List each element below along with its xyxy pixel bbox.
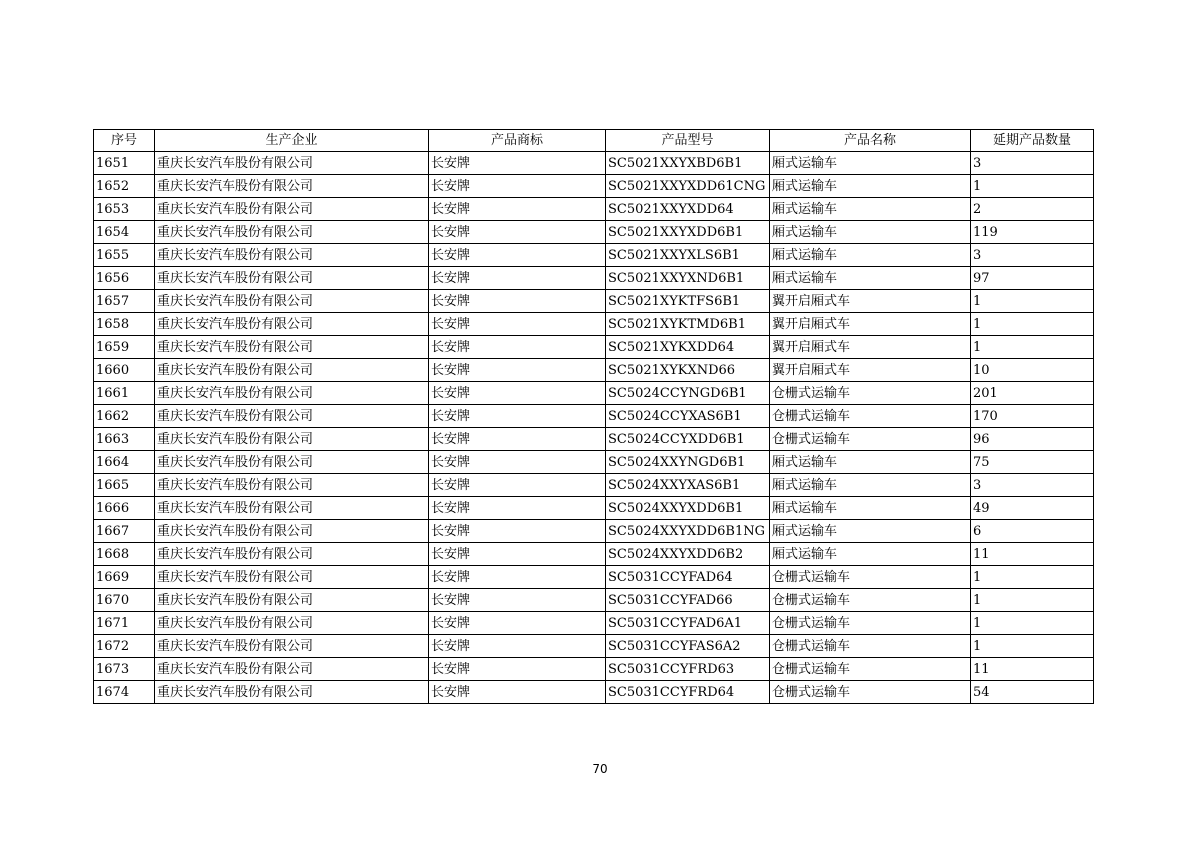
cell-extension-quantity: 1: [971, 566, 1094, 589]
table-row: [94, 474, 1094, 497]
cell-model: SC5031CCYFAD66: [606, 589, 770, 612]
cell-serial-number: 1665: [94, 474, 155, 497]
cell-product-name: 厢式运输车: [770, 474, 971, 497]
table-body: [94, 152, 1094, 704]
cell-extension-quantity: 1: [971, 589, 1094, 612]
cell-product-name: 厢式运输车: [770, 451, 971, 474]
cell-model: SC5024XXYXAS6B1: [606, 474, 770, 497]
table-row: [94, 244, 1094, 267]
cell-serial-number: 1660: [94, 359, 155, 382]
table-row: [94, 589, 1094, 612]
cell-trademark: 长安牌: [429, 566, 606, 589]
cell-product-name: 厢式运输车: [770, 497, 971, 520]
cell-serial-number: 1669: [94, 566, 155, 589]
table-row: [94, 359, 1094, 382]
cell-product-name: 仓栅式运输车: [770, 382, 971, 405]
cell-serial-number: 1654: [94, 221, 155, 244]
cell-serial-number: 1674: [94, 681, 155, 704]
cell-product-name: 厢式运输车: [770, 221, 971, 244]
cell-trademark: 长安牌: [429, 589, 606, 612]
cell-trademark: 长安牌: [429, 267, 606, 290]
table-row: [94, 658, 1094, 681]
cell-model: SC5024CCYXDD6B1: [606, 428, 770, 451]
cell-trademark: 长安牌: [429, 198, 606, 221]
table-row: [94, 681, 1094, 704]
cell-manufacturer: 重庆长安汽车股份有限公司: [155, 221, 429, 244]
cell-model: SC5031CCYFAD64: [606, 566, 770, 589]
product-extension-table: [93, 129, 1094, 704]
cell-extension-quantity: 97: [971, 267, 1094, 290]
cell-serial-number: 1652: [94, 175, 155, 198]
header-manufacturer: 生产企业: [155, 130, 429, 152]
table-header-row: [94, 130, 1094, 152]
table-row: [94, 428, 1094, 451]
cell-trademark: 长安牌: [429, 635, 606, 658]
cell-manufacturer: 重庆长安汽车股份有限公司: [155, 497, 429, 520]
table-row: [94, 267, 1094, 290]
cell-manufacturer: 重庆长安汽车股份有限公司: [155, 267, 429, 290]
page-number: 70: [592, 762, 608, 776]
cell-product-name: 厢式运输车: [770, 267, 971, 290]
cell-manufacturer: 重庆长安汽车股份有限公司: [155, 451, 429, 474]
cell-serial-number: 1664: [94, 451, 155, 474]
table-row: [94, 198, 1094, 221]
cell-manufacturer: 重庆长安汽车股份有限公司: [155, 566, 429, 589]
cell-trademark: 长安牌: [429, 451, 606, 474]
cell-trademark: 长安牌: [429, 359, 606, 382]
cell-extension-quantity: 201: [971, 382, 1094, 405]
cell-trademark: 长安牌: [429, 520, 606, 543]
cell-serial-number: 1659: [94, 336, 155, 359]
cell-manufacturer: 重庆长安汽车股份有限公司: [155, 543, 429, 566]
cell-extension-quantity: 170: [971, 405, 1094, 428]
table-row: [94, 175, 1094, 198]
table-row: [94, 221, 1094, 244]
cell-manufacturer: 重庆长安汽车股份有限公司: [155, 313, 429, 336]
cell-manufacturer: 重庆长安汽车股份有限公司: [155, 635, 429, 658]
cell-trademark: 长安牌: [429, 658, 606, 681]
table-row: [94, 520, 1094, 543]
cell-product-name: 仓栅式运输车: [770, 428, 971, 451]
table-row: [94, 290, 1094, 313]
cell-manufacturer: 重庆长安汽车股份有限公司: [155, 336, 429, 359]
cell-model: SC5021XYKTFS6B1: [606, 290, 770, 313]
cell-model: SC5031CCYFAS6A2: [606, 635, 770, 658]
cell-manufacturer: 重庆长安汽车股份有限公司: [155, 198, 429, 221]
cell-extension-quantity: 3: [971, 244, 1094, 267]
cell-trademark: 长安牌: [429, 405, 606, 428]
table-row: [94, 152, 1094, 175]
table-row: [94, 313, 1094, 336]
cell-product-name: 翼开启厢式车: [770, 359, 971, 382]
cell-manufacturer: 重庆长安汽车股份有限公司: [155, 244, 429, 267]
cell-serial-number: 1655: [94, 244, 155, 267]
cell-model: SC5021XYKXND66: [606, 359, 770, 382]
cell-manufacturer: 重庆长安汽车股份有限公司: [155, 359, 429, 382]
header-extension-quantity: 延期产品数量: [971, 130, 1094, 152]
cell-manufacturer: 重庆长安汽车股份有限公司: [155, 589, 429, 612]
cell-trademark: 长安牌: [429, 244, 606, 267]
table-row: [94, 382, 1094, 405]
cell-extension-quantity: 119: [971, 221, 1094, 244]
cell-product-name: 厢式运输车: [770, 520, 971, 543]
cell-extension-quantity: 2: [971, 198, 1094, 221]
cell-extension-quantity: 10: [971, 359, 1094, 382]
cell-serial-number: 1670: [94, 589, 155, 612]
cell-trademark: 长安牌: [429, 175, 606, 198]
cell-model: SC5021XXYXND6B1: [606, 267, 770, 290]
cell-serial-number: 1657: [94, 290, 155, 313]
cell-serial-number: 1656: [94, 267, 155, 290]
cell-model: SC5024CCYXAS6B1: [606, 405, 770, 428]
cell-product-name: 仓栅式运输车: [770, 405, 971, 428]
cell-serial-number: 1663: [94, 428, 155, 451]
cell-product-name: 翼开启厢式车: [770, 313, 971, 336]
cell-model: SC5031CCYFAD6A1: [606, 612, 770, 635]
cell-manufacturer: 重庆长安汽车股份有限公司: [155, 658, 429, 681]
cell-product-name: 翼开启厢式车: [770, 290, 971, 313]
cell-manufacturer: 重庆长安汽车股份有限公司: [155, 612, 429, 635]
cell-model: SC5021XXYXDD6B1: [606, 221, 770, 244]
cell-model: SC5024XXYXDD6B1: [606, 497, 770, 520]
cell-model: SC5021XXYXLS6B1: [606, 244, 770, 267]
cell-extension-quantity: 11: [971, 543, 1094, 566]
table-row: [94, 336, 1094, 359]
cell-serial-number: 1662: [94, 405, 155, 428]
cell-product-name: 厢式运输车: [770, 244, 971, 267]
cell-serial-number: 1651: [94, 152, 155, 175]
cell-product-name: 仓栅式运输车: [770, 566, 971, 589]
cell-model: SC5021XXYXDD61CNG: [606, 175, 770, 198]
cell-product-name: 翼开启厢式车: [770, 336, 971, 359]
cell-trademark: 长安牌: [429, 612, 606, 635]
header-serial-number: 序号: [94, 130, 155, 152]
cell-model: SC5024XXYNGD6B1: [606, 451, 770, 474]
cell-serial-number: 1668: [94, 543, 155, 566]
cell-serial-number: 1666: [94, 497, 155, 520]
cell-manufacturer: 重庆长安汽车股份有限公司: [155, 520, 429, 543]
cell-trademark: 长安牌: [429, 152, 606, 175]
cell-product-name: 厢式运输车: [770, 198, 971, 221]
cell-trademark: 长安牌: [429, 313, 606, 336]
cell-serial-number: 1671: [94, 612, 155, 635]
cell-serial-number: 1672: [94, 635, 155, 658]
table-row: [94, 451, 1094, 474]
cell-trademark: 长安牌: [429, 382, 606, 405]
cell-extension-quantity: 1: [971, 175, 1094, 198]
cell-product-name: 仓栅式运输车: [770, 681, 971, 704]
header-trademark: 产品商标: [429, 130, 606, 152]
cell-extension-quantity: 1: [971, 290, 1094, 313]
cell-model: SC5024CCYNGD6B1: [606, 382, 770, 405]
cell-model: SC5024XXYXDD6B2: [606, 543, 770, 566]
header-model: 产品型号: [606, 130, 770, 152]
cell-manufacturer: 重庆长安汽车股份有限公司: [155, 382, 429, 405]
cell-model: SC5031CCYFRD63: [606, 658, 770, 681]
cell-model: SC5031CCYFRD64: [606, 681, 770, 704]
cell-product-name: 厢式运输车: [770, 175, 971, 198]
cell-serial-number: 1661: [94, 382, 155, 405]
cell-model: SC5024XXYXDD6B1NG: [606, 520, 770, 543]
table-row: [94, 635, 1094, 658]
cell-trademark: 长安牌: [429, 681, 606, 704]
cell-serial-number: 1667: [94, 520, 155, 543]
cell-product-name: 仓栅式运输车: [770, 589, 971, 612]
cell-extension-quantity: 1: [971, 635, 1094, 658]
table-row: [94, 497, 1094, 520]
cell-manufacturer: 重庆长安汽车股份有限公司: [155, 152, 429, 175]
cell-manufacturer: 重庆长安汽车股份有限公司: [155, 175, 429, 198]
cell-extension-quantity: 1: [971, 612, 1094, 635]
cell-extension-quantity: 3: [971, 474, 1094, 497]
cell-extension-quantity: 3: [971, 152, 1094, 175]
cell-extension-quantity: 6: [971, 520, 1094, 543]
cell-manufacturer: 重庆长安汽车股份有限公司: [155, 290, 429, 313]
cell-serial-number: 1673: [94, 658, 155, 681]
cell-trademark: 长安牌: [429, 497, 606, 520]
cell-manufacturer: 重庆长安汽车股份有限公司: [155, 681, 429, 704]
cell-trademark: 长安牌: [429, 221, 606, 244]
cell-extension-quantity: 1: [971, 313, 1094, 336]
cell-product-name: 仓栅式运输车: [770, 635, 971, 658]
cell-extension-quantity: 1: [971, 336, 1094, 359]
cell-model: SC5021XXYXDD64: [606, 198, 770, 221]
cell-model: SC5021XXYXBD6B1: [606, 152, 770, 175]
cell-product-name: 仓栅式运输车: [770, 658, 971, 681]
cell-model: SC5021XYKXDD64: [606, 336, 770, 359]
cell-serial-number: 1653: [94, 198, 155, 221]
table-row: [94, 566, 1094, 589]
cell-trademark: 长安牌: [429, 543, 606, 566]
cell-extension-quantity: 96: [971, 428, 1094, 451]
cell-extension-quantity: 75: [971, 451, 1094, 474]
cell-trademark: 长安牌: [429, 290, 606, 313]
cell-model: SC5021XYKTMD6B1: [606, 313, 770, 336]
cell-manufacturer: 重庆长安汽车股份有限公司: [155, 474, 429, 497]
cell-manufacturer: 重庆长安汽车股份有限公司: [155, 428, 429, 451]
cell-product-name: 厢式运输车: [770, 152, 971, 175]
table-row: [94, 405, 1094, 428]
cell-product-name: 厢式运输车: [770, 543, 971, 566]
header-product-name: 产品名称: [770, 130, 971, 152]
table-row: [94, 543, 1094, 566]
cell-manufacturer: 重庆长安汽车股份有限公司: [155, 405, 429, 428]
cell-trademark: 长安牌: [429, 336, 606, 359]
cell-extension-quantity: 11: [971, 658, 1094, 681]
cell-extension-quantity: 49: [971, 497, 1094, 520]
cell-trademark: 长安牌: [429, 474, 606, 497]
cell-extension-quantity: 54: [971, 681, 1094, 704]
table-row: [94, 612, 1094, 635]
cell-trademark: 长安牌: [429, 428, 606, 451]
cell-serial-number: 1658: [94, 313, 155, 336]
cell-product-name: 仓栅式运输车: [770, 612, 971, 635]
